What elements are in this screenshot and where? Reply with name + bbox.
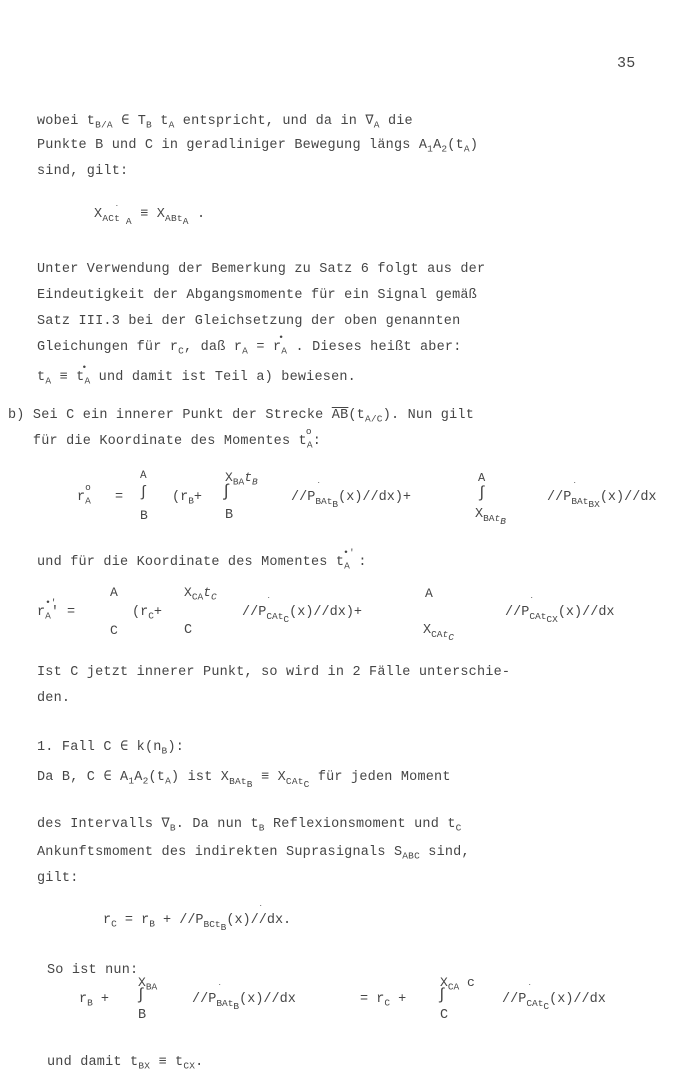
page-number: 35 bbox=[617, 55, 636, 72]
text-line: Unter Verwendung der Bemerkung zu Satz 6 folgt aus der bbox=[37, 262, 486, 277]
text-line: für die Koordinate des Momentes t o $_A$: bbox=[8, 426, 322, 451]
text-line: Satz III.3 bei der Gleichsetzung der oben genannten bbox=[37, 314, 461, 329]
text-line: sind, gilt: bbox=[37, 164, 129, 179]
text-line: Gleichungen für $r_C$, daß $r_A = r$ • $_A$ . Dieses heißt aber: bbox=[37, 332, 462, 357]
document-page: 35 wobei $t_{B/A}$ ∈ $T_B$ $t_A$ entspricht, und da in $\nabla_A$ die Punkte B und C in geradliniger Bewegung längs $A_1A_2(t_A)$ sind, gilt: $X_{ACt˙_A} \equiv X_{ABt_A}$ . Unter Verwendung der Bemerkung zu Satz 6 folgt aus der Eindeutigkeit der Abgangsmomente für ein Signal gemäß Satz III.3 bei der Gleichsetzung der oben genannten Gleichungen für $r_C$, daß $r_A = r$ • $_A$ . Dieses heißt aber: $t_A \equiv t$ • $_A$ und damit ist Teil a) bewiesen. b) Sei C ein innerer Punkt der Strecke $\overline{AB}(t_{A/C})$. Nun gilt für die Koordinate des Momentes t o $_A$: r o $_A$ = A ∫ B ($r_B+$ $X_{BA}t_B$ ∫ B $//P_{BAt_B}(x)//dx)+$ A ∫ $X_{BAt_B}$ $//P_{BAt_{BX}}(x)//dx$ ˙ ˙ und für die Koordinate des Momentes t •' $_A$ : r •' $_A$' = A C ($r_C+$ $X_{CA}t_C$ C $//P_{CAt_C}(x)//dx)+$ A $X_{CAt_C}$ $//P_{CAt_{CX}}(x)//dx$ ˙ ˙ Ist C jetzt innerer Punkt, so wird in 2 Fälle unterschie- den. 1. Fall C ∈ $k(n_B)$: Da B, C ∈ $A_1A_2(t_A)$ ist $X_{BAt_B} \equiv X_{CAt_C}$ für jeden Moment des Intervalls $\nabla_B$. Da nun $t_B$ Reflexionsmoment und $t_C$ Ankunftsmoment des indirekten Suprasignals $S_{ABC}$ sind, gilt: $r_C = r_B + //P_{BCt_B}(x)//dx$. ˙ So ist nun: $r_B$ + $X_{BA}$ ∫ B $//P_{BAt_B}(x)//dx$ = $r_C$ + $X_{CA}$ c ∫ C $//P_{CAt_C}(x)//dx$ ˙ ˙ und damit $t_{BX} \equiv t_{CX}$. bbox=[8, 55, 657, 1072]
equation-xact: $X_{ACt˙_A} \equiv X_{ABt_A}$ . bbox=[94, 203, 206, 227]
text-line: gilt: bbox=[37, 871, 79, 886]
formula-r-c: $r_C = r_B + //P_{BCt_B}(x)//dx$. bbox=[103, 913, 292, 933]
text-line: Ankunftsmoment des indirekten Suprasignals $S_{ABC}$ sind, bbox=[37, 845, 470, 862]
text-line: Ist C jetzt innerer Punkt, so wird in 2 Fälle unterschie- bbox=[37, 665, 511, 680]
text-line: wobei $t_{B/A}$ ∈ $T_B$ $t_A$ entspricht, und da in $\nabla_A$ die bbox=[37, 114, 413, 131]
text-line: den. bbox=[37, 691, 71, 706]
text-line: und für die Koordinate des Momentes t •' $_A$ : bbox=[37, 547, 367, 572]
text-line: 1. Fall C ∈ $k(n_B)$: bbox=[37, 740, 185, 757]
text-line: Da B, C ∈ $A_1A_2(t_A)$ ist $X_{BAt_B} \equiv X_{CAt_C}$ für jeden Moment bbox=[37, 770, 451, 790]
text-line: $t_A \equiv t$ • $_A$ und damit ist Teil a) bewiesen. bbox=[37, 362, 356, 387]
text-line: des Intervalls $\nabla_B$. Da nun $t_B$ Reflexionsmoment und $t_C$ bbox=[37, 817, 462, 834]
text-line: So ist nun: bbox=[47, 963, 139, 978]
text-line: und damit $t_{BX} \equiv t_{CX}$. bbox=[47, 1055, 204, 1072]
text-line: b) Sei C ein innerer Punkt der Strecke $\overline{AB}(t_{A/C})$. Nun gilt bbox=[8, 408, 475, 425]
text-line: Eindeutigkeit der Abgangsmomente für ein Signal gemäß bbox=[37, 288, 477, 303]
text-line: Punkte B und C in geradliniger Bewegung längs $A_1A_2(t_A)$ bbox=[37, 138, 479, 155]
